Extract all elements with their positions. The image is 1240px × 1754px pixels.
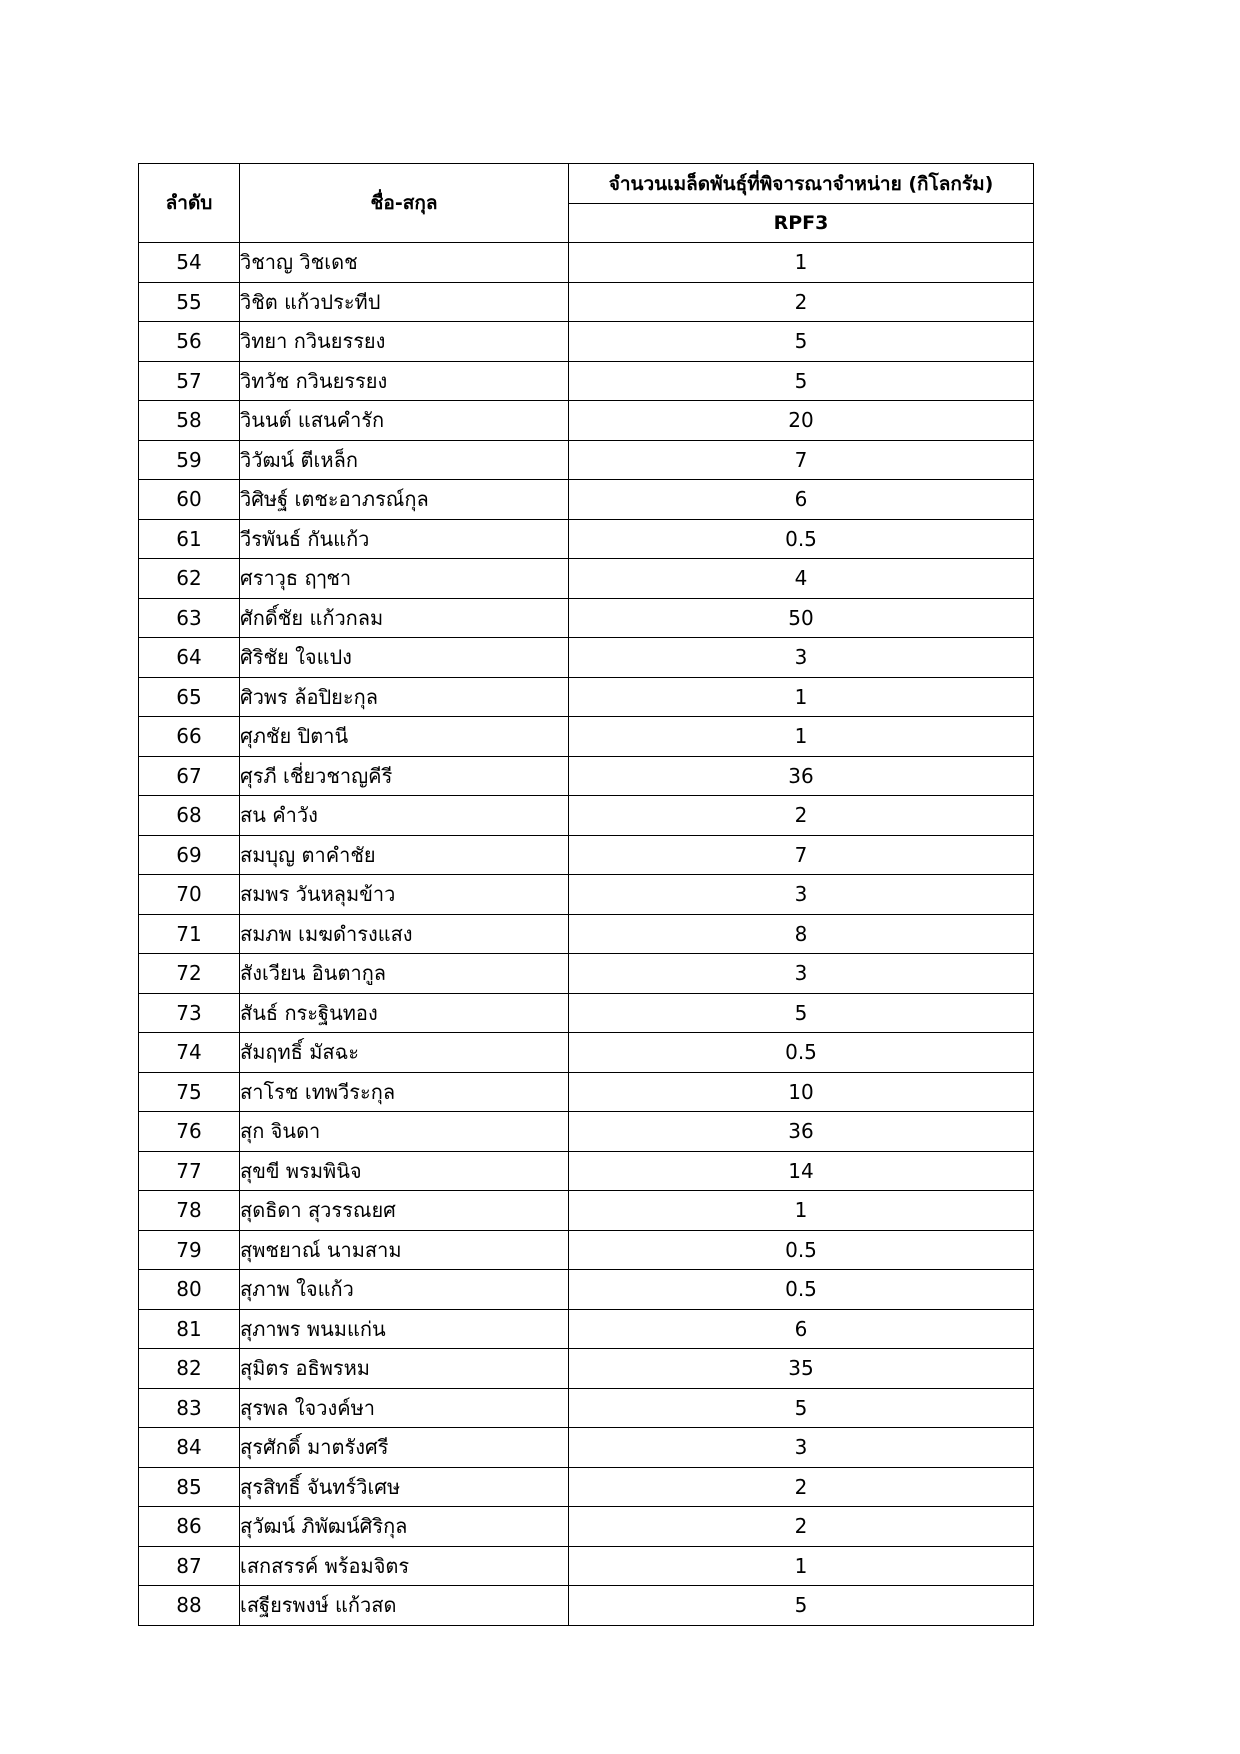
row-number: 61 (139, 519, 240, 559)
row-quantity: 2 (569, 1467, 1034, 1507)
table-row (139, 717, 1034, 757)
row-name: สุรศักดิ์ มาตรังศรี (240, 1428, 569, 1468)
row-quantity: 1 (569, 677, 1034, 717)
row-number: 85 (139, 1467, 240, 1507)
table-row (139, 1033, 1034, 1073)
row-number: 69 (139, 835, 240, 875)
table-row (139, 1467, 1034, 1507)
table-row (139, 1151, 1034, 1191)
table-row (139, 1428, 1034, 1468)
row-number: 74 (139, 1033, 240, 1073)
table-row (139, 1309, 1034, 1349)
row-name: สมภพ เมฆดำรงแสง (240, 914, 569, 954)
row-name: สุวัฒน์ ภิพัฒน์ศิริกุล (240, 1507, 569, 1547)
row-quantity: 2 (569, 282, 1034, 322)
row-name: สัมฤทธิ์ มัสฉะ (240, 1033, 569, 1073)
table-row (139, 1349, 1034, 1389)
table-row (139, 1507, 1034, 1547)
table-row (139, 677, 1034, 717)
table-row (139, 638, 1034, 678)
row-quantity: 0.5 (569, 1033, 1034, 1073)
row-name: สุมิตร อธิพรหม (240, 1349, 569, 1389)
header-variety: RPF3 (569, 204, 1034, 243)
row-quantity: 0.5 (569, 1230, 1034, 1270)
row-quantity: 0.5 (569, 519, 1034, 559)
row-quantity: 36 (569, 1112, 1034, 1152)
row-quantity: 7 (569, 835, 1034, 875)
row-quantity: 5 (569, 361, 1034, 401)
row-quantity: 50 (569, 598, 1034, 638)
table-row (139, 1546, 1034, 1586)
row-number: 81 (139, 1309, 240, 1349)
table-row (139, 361, 1034, 401)
row-name: สุรพล ใจวงค์ษา (240, 1388, 569, 1428)
table-row (139, 480, 1034, 520)
row-name: สุขขี พรมพินิจ (240, 1151, 569, 1191)
row-number: 70 (139, 875, 240, 915)
row-quantity: 7 (569, 440, 1034, 480)
row-quantity: 3 (569, 875, 1034, 915)
table-row (139, 243, 1034, 283)
row-quantity: 5 (569, 993, 1034, 1033)
row-number: 71 (139, 914, 240, 954)
row-quantity: 5 (569, 1388, 1034, 1428)
row-name: ศราวุธ ฤๅชา (240, 559, 569, 599)
row-number: 87 (139, 1546, 240, 1586)
row-number: 75 (139, 1072, 240, 1112)
table-row (139, 1270, 1034, 1310)
table-header (139, 164, 1034, 243)
row-name: วิทยา กวินยรรยง (240, 322, 569, 362)
table-row (139, 598, 1034, 638)
row-number: 77 (139, 1151, 240, 1191)
row-number: 60 (139, 480, 240, 520)
row-name: วิชิต แก้วประทีป (240, 282, 569, 322)
row-name: วิชาญ วิชเดช (240, 243, 569, 283)
row-number: 72 (139, 954, 240, 994)
row-quantity: 3 (569, 638, 1034, 678)
table-row (139, 1586, 1034, 1626)
row-name: สุรสิทธิ์ จันทร์วิเศษ (240, 1467, 569, 1507)
row-number: 80 (139, 1270, 240, 1310)
row-number: 66 (139, 717, 240, 757)
row-number: 78 (139, 1191, 240, 1231)
row-name: สาโรช เทพวีระกุล (240, 1072, 569, 1112)
row-number: 79 (139, 1230, 240, 1270)
table-row (139, 322, 1034, 362)
header-name: ชื่อ-สกุล (240, 164, 569, 243)
header-quantity: จำนวนเมล็ดพันธุ์ที่พิจารณาจำหน่าย (กิโลกรัม) (569, 164, 1034, 204)
table-row (139, 440, 1034, 480)
row-name: สุภาพร พนมแก่น (240, 1309, 569, 1349)
row-name: วิทวัช กวินยรรยง (240, 361, 569, 401)
row-name: วิวัฒน์ ตีเหล็ก (240, 440, 569, 480)
row-name: สุพชยาณ์ นามสาม (240, 1230, 569, 1270)
row-number: 64 (139, 638, 240, 678)
table-row (139, 914, 1034, 954)
row-number: 84 (139, 1428, 240, 1468)
row-quantity: 1 (569, 1546, 1034, 1586)
row-name: ศักดิ์ชัย แก้วกลม (240, 598, 569, 638)
row-quantity: 5 (569, 322, 1034, 362)
row-name: วิศิษฐ์ เตชะอาภรณ์กุล (240, 480, 569, 520)
table-row (139, 993, 1034, 1033)
row-quantity: 5 (569, 1586, 1034, 1626)
table-row (139, 954, 1034, 994)
table-row (139, 401, 1034, 441)
table-row (139, 1230, 1034, 1270)
table-row (139, 559, 1034, 599)
row-name: สุภาพ ใจแก้ว (240, 1270, 569, 1310)
table-row (139, 796, 1034, 836)
header-no: ลำดับ (139, 164, 240, 243)
row-name: สน คำวัง (240, 796, 569, 836)
row-number: 58 (139, 401, 240, 441)
row-quantity: 14 (569, 1151, 1034, 1191)
row-quantity: 3 (569, 954, 1034, 994)
row-quantity: 1 (569, 1191, 1034, 1231)
row-number: 59 (139, 440, 240, 480)
row-name: สุก จินดา (240, 1112, 569, 1152)
table-row (139, 875, 1034, 915)
row-number: 83 (139, 1388, 240, 1428)
row-number: 56 (139, 322, 240, 362)
row-name: สมพร วันหลุมข้าว (240, 875, 569, 915)
row-name: เสกสรรค์ พร้อมจิตร (240, 1546, 569, 1586)
row-number: 63 (139, 598, 240, 638)
row-name: วินนต์ แสนคำรัก (240, 401, 569, 441)
row-quantity: 3 (569, 1428, 1034, 1468)
row-name: ศุรภี เชี่ยวชาญคีรี (240, 756, 569, 796)
row-number: 88 (139, 1586, 240, 1626)
row-number: 68 (139, 796, 240, 836)
row-quantity: 2 (569, 796, 1034, 836)
row-number: 55 (139, 282, 240, 322)
row-number: 54 (139, 243, 240, 283)
row-quantity: 2 (569, 1507, 1034, 1547)
row-name: วีรพันธ์ กันแก้ว (240, 519, 569, 559)
row-quantity: 6 (569, 1309, 1034, 1349)
row-number: 86 (139, 1507, 240, 1547)
row-quantity: 4 (569, 559, 1034, 599)
row-number: 62 (139, 559, 240, 599)
row-quantity: 0.5 (569, 1270, 1034, 1310)
row-name: สันธ์ กระฐินทอง (240, 993, 569, 1033)
table-body (139, 243, 1034, 1626)
row-quantity: 1 (569, 243, 1034, 283)
row-name: ศิวพร ล้อปิยะกุล (240, 677, 569, 717)
row-quantity: 6 (569, 480, 1034, 520)
table-row (139, 519, 1034, 559)
table-row (139, 1388, 1034, 1428)
table-row (139, 1112, 1034, 1152)
row-number: 57 (139, 361, 240, 401)
row-number: 76 (139, 1112, 240, 1152)
table-row (139, 835, 1034, 875)
row-quantity: 8 (569, 914, 1034, 954)
row-quantity: 35 (569, 1349, 1034, 1389)
row-name: สมบุญ ตาคำชัย (240, 835, 569, 875)
row-number: 73 (139, 993, 240, 1033)
table-row (139, 756, 1034, 796)
row-name: สังเวียน อินตากูล (240, 954, 569, 994)
row-number: 65 (139, 677, 240, 717)
row-name: ศุภชัย ปิตานี (240, 717, 569, 757)
table-row (139, 282, 1034, 322)
row-number: 67 (139, 756, 240, 796)
row-name: เสฐียรพงษ์ แก้วสด (240, 1586, 569, 1626)
seed-distribution-table (138, 163, 1034, 1626)
row-quantity: 10 (569, 1072, 1034, 1112)
row-number: 82 (139, 1349, 240, 1389)
row-quantity: 20 (569, 401, 1034, 441)
table-row (139, 1191, 1034, 1231)
table-row (139, 1072, 1034, 1112)
row-name: สุดธิดา สุวรรณยศ (240, 1191, 569, 1231)
row-name: ศิริชัย ใจแปง (240, 638, 569, 678)
row-quantity: 1 (569, 717, 1034, 757)
row-quantity: 36 (569, 756, 1034, 796)
